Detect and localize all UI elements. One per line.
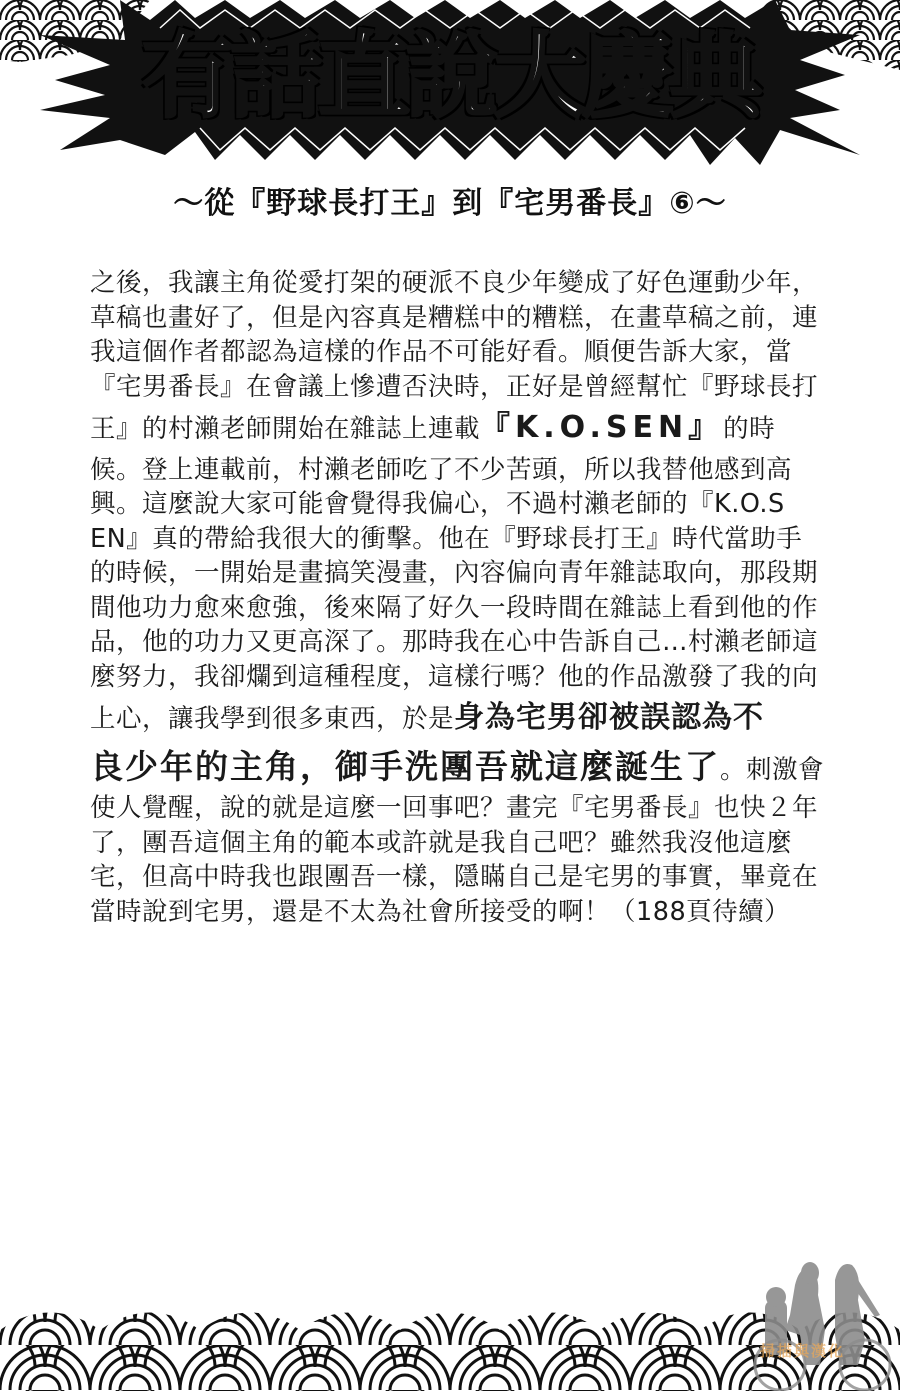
text-segment: 。刺激會	[720, 754, 825, 785]
text-line	[90, 335, 835, 369]
text-segment: 候。登上連載前，村瀨老師吃了不少苦頭，所以我替他感到高	[90, 454, 793, 485]
text-segment: 麼努力，我卻爛到這種程度，這樣行嗎？他的作品激發了我的向	[90, 661, 819, 692]
text-line	[90, 404, 835, 452]
page-title: 有話直說大慶典	[141, 23, 758, 130]
text-line	[90, 860, 835, 894]
text-line	[90, 895, 835, 929]
text-segment: 王』的村瀨老師開始在雜誌上連載	[90, 414, 481, 444]
text-segment: 興。這麼說大家可能會覺得我偏心，不過村瀨老師的『K.O.S	[90, 489, 785, 519]
text-line	[90, 625, 835, 659]
text-segment: 的時	[723, 414, 776, 444]
emphasized-text: 身為宅男卻被誤認為不	[454, 700, 765, 735]
subtitle: ～從『野球長打王』到『宅男番長』⑥～	[173, 186, 727, 221]
text-line	[90, 301, 835, 335]
text-segment: 我這個作者都認為這樣的作品不可能好看。順便告訴大家，當	[90, 337, 793, 367]
text-segment: EN』真的帶給我很大的衝擊。他在『野球長打王』時代當助手	[90, 523, 803, 554]
text-line	[90, 591, 835, 625]
text-line	[90, 556, 835, 590]
text-line	[90, 791, 835, 825]
bicycle-silhouette-icon	[740, 1255, 900, 1391]
emphasized-text: 『K.O.SEN』	[480, 410, 724, 445]
emphasized-text: 良少年的主角，御手洗團吾就這麼誕生了	[90, 746, 720, 786]
text-line	[90, 266, 835, 300]
text-segment: 『宅男番長』在會議上慘遭否決時，正好是曾經幫忙『野球長打	[90, 371, 819, 402]
text-segment: 的時候，一開始是畫搞笑漫畫，內容偏向青年雜誌取向，那段期	[90, 558, 819, 588]
text-line	[90, 522, 835, 556]
text-line	[90, 826, 835, 860]
text-line	[90, 743, 835, 791]
text-line	[90, 453, 835, 487]
header-banner	[0, 0, 900, 170]
text-segment: 草稿也畫好了，但是內容真是糟糕中的糟糕，在畫草稿之前，連	[90, 302, 819, 333]
text-segment: 品，他的功力又更高深了。那時我在心中告訴自己…村瀨老師這	[90, 627, 819, 657]
text-segment: 上心，讓我學到很多東西，於是	[90, 704, 455, 734]
text-line	[90, 370, 835, 404]
watermark-text: 掃描與漢化	[760, 1342, 846, 1360]
text-segment: 之後，我讓主角從愛打架的硬派不良少年變成了好色運動少年，	[90, 268, 819, 298]
article-body	[90, 266, 835, 929]
text-segment: 了，團吾這個主角的範本或許就是我自己吧？雖然我沒他這麼	[90, 827, 793, 858]
text-line	[90, 660, 835, 694]
text-line	[90, 487, 835, 521]
text-segment: 使人覺醒，說的就是這麼一回事吧？畫完『宅男番長』也快２年	[90, 793, 819, 823]
text-segment: 當時說到宅男，還是不太為社會所接受的啊！（188頁待續）	[90, 896, 791, 927]
text-line	[90, 694, 835, 742]
text-segment: 間他功力愈來愈強，後來隔了好久一段時間在雜誌上看到他的作	[90, 592, 819, 623]
text-segment: 宅，但高中時我也跟團吾一樣，隱瞞自己是宅男的事實，畢竟在	[90, 862, 819, 892]
